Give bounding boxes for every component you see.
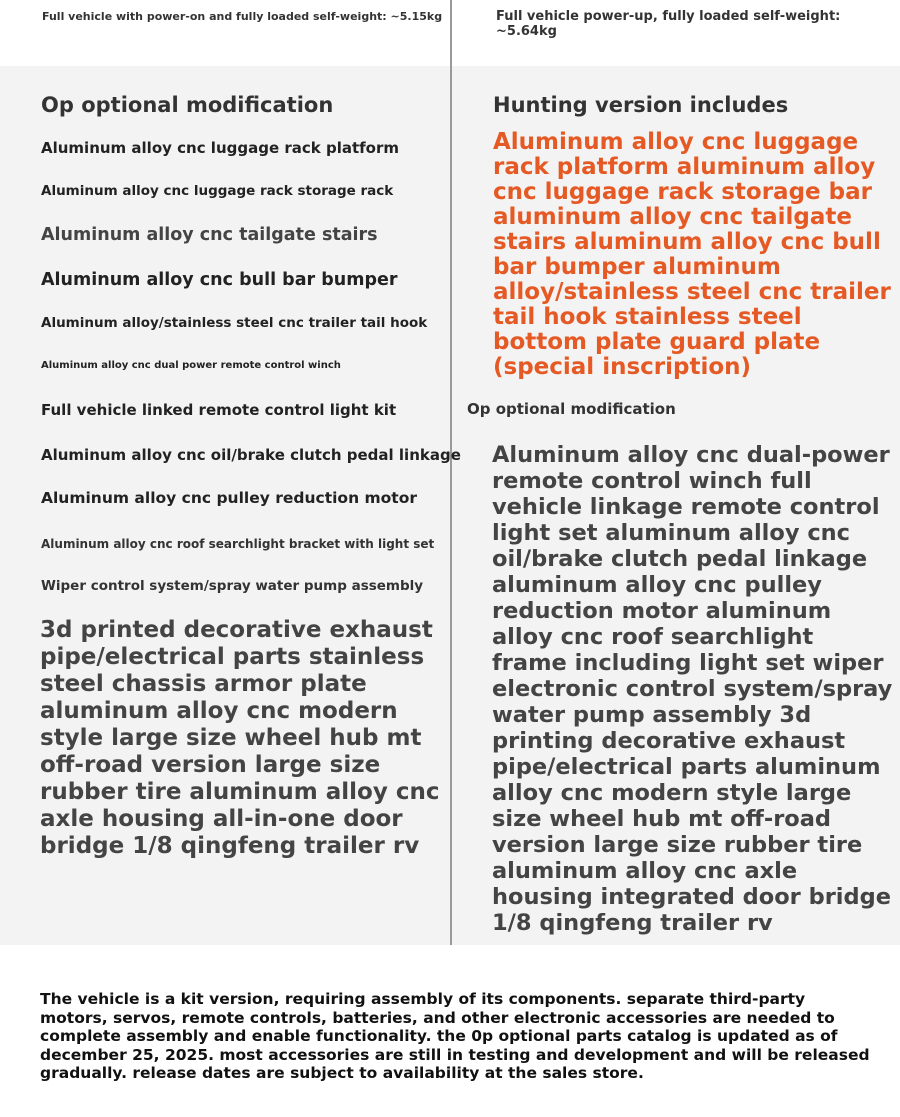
option-item: Aluminum alloy cnc oil/brake clutch pedal linkage [41,446,461,464]
option-item: Aluminum alloy cnc dual power remote control winch [41,360,341,371]
option-item: Aluminum alloy cnc luggage rack platform [41,139,399,157]
hunting-items: Aluminum alloy cnc luggage rack platform aluminum alloy cnc luggage rack storage bar aluminum alloy cnc tailgate stairs aluminum alloy cnc bull bar bumper aluminum alloy/stainless steel cnc trailer tail hook stainless steel bottom plate guard plate (special inscription) [493,129,891,380]
option-item: Aluminum alloy cnc tailgate stairs [41,225,378,245]
option-item: Aluminum alloy cnc bull bar bumper [41,270,398,290]
right-weight-label: Full vehicle power-up, fully loaded self-weight: ~5.64kg [496,9,841,39]
right-summary: Aluminum alloy cnc dual-power remote control winch full vehicle linkage remote control light set aluminum alloy cnc oil/brake clutch pedal linkage aluminum alloy cnc pulley reduction motor aluminum alloy cnc roof searchlight frame including light set wiper electronic control system/spray water pump assembly 3d printing decorative exhaust pipe/electrical parts aluminum alloy cnc modern style large size wheel hub mt off-road version large size rubber tire aluminum alloy cnc axle housing integrated door bridge 1/8 qingfeng trailer rv [492,442,893,936]
right-subheading: Op optional modification [467,400,676,418]
option-item: Full vehicle linked remote control light kit [41,401,397,419]
left-heading: Op optional modification [41,93,334,117]
left-weight-label: Full vehicle with power-on and fully loaded self-weight: ~5.15kg [42,10,443,23]
option-item: Aluminum alloy/stainless steel cnc trailer tail hook [41,315,428,331]
option-item: Aluminum alloy cnc roof searchlight bracket with light set [41,537,435,551]
right-heading: Hunting version includes [493,93,789,117]
option-item: Aluminum alloy cnc pulley reduction motor [41,489,418,507]
column-divider [450,0,452,945]
left-summary: 3d printed decorative exhaust pipe/electrical parts stainless steel chassis armor plate aluminum alloy cnc modern style large size wheel hub mt off-road version large size rubber tire aluminum alloy cnc axle housing all-in-one door bridge 1/8 qingfeng trailer rv [40,617,440,859]
option-item: Wiper control system/spray water pump assembly [41,578,424,594]
option-item: Aluminum alloy cnc luggage rack storage rack [41,183,394,199]
footer-note: The vehicle is a kit version, requiring assembly of its components. separate third-party motors, servos, remote controls, batteries, and other electronic accessories are needed to complete assembly and enable functionality. the 0p optional parts catalog is updated as of december 25, 2025. most accessories are still in testing and development and will be released gradually. release dates are subject to availability at the sales store. [40,990,870,1082]
